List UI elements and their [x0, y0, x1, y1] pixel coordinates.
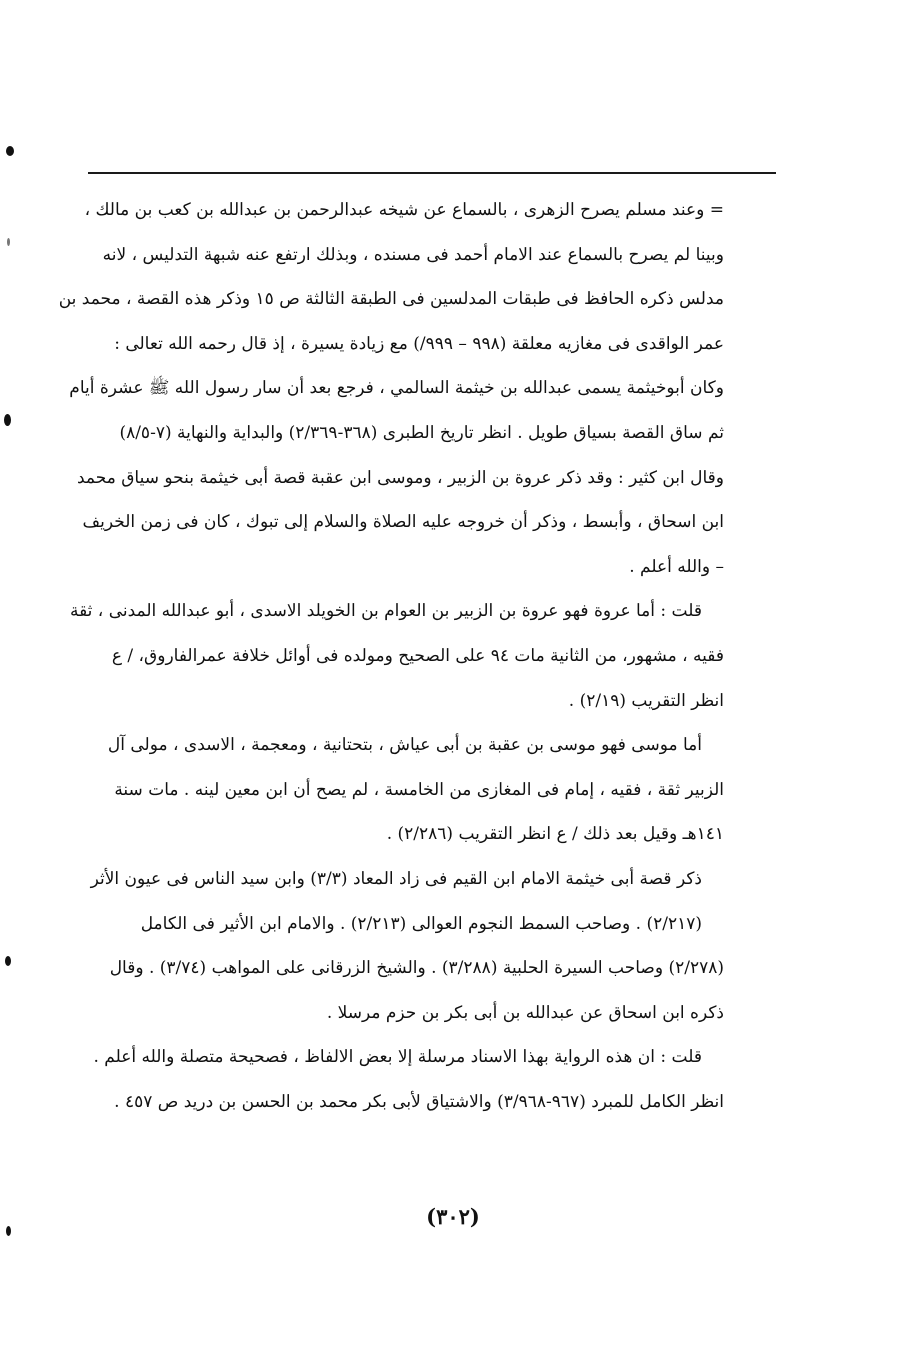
text-line: قلت : أما عروة فهو عروة بن الزبير بن العوام بن الخويلد الاسدى ، أبو عبدالله المدنى ، ثقة [69, 601, 702, 622]
text-line: ثم ساق القصة بسياق طويل . انظر تاريخ الطبرى (٣٦٨-٢/٣٦٩) والبداية والنهاية (٧-٨/٥) [119, 422, 724, 443]
margin-mark [4, 414, 11, 426]
footnote-separator-rule [88, 172, 776, 174]
text-line: (٢/٢١٧) . وصاحب السمط النجوم العوالى (٢/٢١٣) . والامام ابن الأثير فى الكامل [140, 913, 702, 934]
margin-mark [5, 956, 11, 966]
margin-mark [6, 146, 14, 156]
text-line: وكان أبوخيثمة يسمى عبدالله بن خيثمة السالمي ، فرجع بعد أن سار رسول الله ﷺ عشرة أيام [69, 378, 724, 399]
text-line: الزبير ثقة ، فقيه ، إمام فى المغازى من الخامسة ، لم يصح أن ابن معين لينه . مات سنة [114, 779, 724, 800]
text-line: مدلس ذكره الحافظ فى طبقات المدلسين فى الطبقة الثالثة ص ١٥ وذكر هذه القصة ، محمد بن [58, 289, 724, 310]
text-line: ابن اسحاق ، وأبسط ، وذكر أن خروجه عليه الصلاة والسلام إلى تبوك ، كان فى زمن الخريف [82, 512, 724, 533]
margin-mark [7, 238, 10, 246]
text-line: وبينا لم يصرح بالسماع عند الامام أحمد فى مسنده ، وبذلك ارتفع عنه شبهة التدليس ، لانه [102, 244, 724, 265]
text-line: ١٤١هـ وقيل بعد ذلك / ع انظر التقريب (٢/٢٨٦) . [386, 824, 724, 845]
text-line: وقال ابن كثير : وقد ذكر عروة بن الزبير ، وموسى ابن عقبة قصة أبى خيثمة بنحو سياق محمد [76, 467, 724, 488]
text-line: انظر الكامل للمبرد (٩٦٧-٣/٩٦٨) والاشتياق لأبى بكر محمد بن الحسن بن دريد ص ٤٥٧ . [114, 1091, 724, 1112]
text-line: أما موسى فهو موسى بن عقبة بن أبى عياش ، بتحتانية ، ومعجمة ، الاسدى ، مولى آل [107, 735, 702, 756]
text-line: (٢/٢٧٨) وصاحب السيرة الحلبية (٣/٢٨٨) . والشيخ الزرقانى على المواهب (٣/٧٤) . وقال [109, 958, 724, 979]
text-line: عمر الواقدى فى مغازيه معلقة (٩٩٨ – ٩٩٩/) مع زيادة يسيرة ، إذ قال رحمه الله تعالى : [114, 333, 724, 354]
text-line: ذكره ابن اسحاق عن عبدالله بن أبى بكر بن حزم مرسلا . [326, 1002, 724, 1023]
text-line: قلت : ان هذه الرواية بهذا الاسناد مرسلة إلا بعض الالفاظ ، فصحيحة متصلة والله أعلم . [93, 1047, 702, 1068]
text-line: انظر التقريب (٢/١٩) . [568, 690, 724, 711]
page-number: (٣٠٢) [426, 1204, 480, 1229]
text-line: – والله أعلم . [629, 556, 724, 577]
text-line: = وعند مسلم يصرح الزهرى ، بالسماع عن شيخه عبدالرحمن بن عبدالله بن كعب بن مالك ، [84, 200, 724, 220]
text-line: ذكر قصة أبى خيثمة الامام ابن القيم فى زاد المعاد (٣/٣) وابن سيد الناس فى عيون الأثر [90, 868, 702, 889]
text-line: فقيه ، مشهور، من الثانية مات ٩٤ على الصحيح ومولده فى أوائل خلافة عمرالفاروق، / ع [111, 645, 724, 666]
footnote-text [58, 196, 724, 1132]
